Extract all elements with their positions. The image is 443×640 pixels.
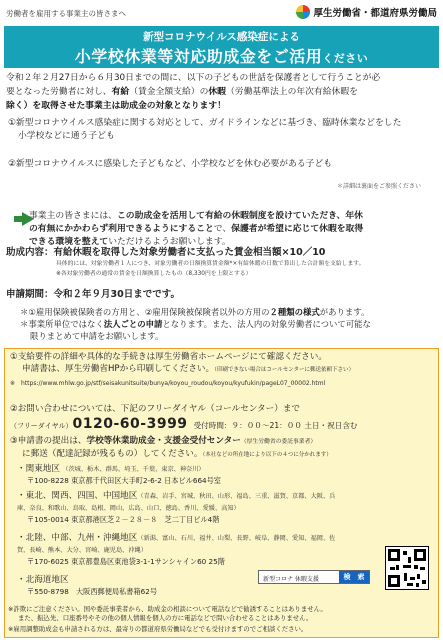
intro-line-1: 令和２年２月27日から６月30日までの間に、以下の子どもの世話を保護者として行うことが必 <box>6 73 381 83</box>
notes-list <box>20 306 438 342</box>
region-name: ・北陸、中部、九州・沖縄地区 <box>17 533 138 543</box>
note-text: があります。 <box>319 307 370 317</box>
period-label: 申請期間： <box>6 289 54 300</box>
item-2-text: ②新型コロナウイルスに感染した子どもなど、小学校などを休む必要がある子ども <box>8 159 333 169</box>
step-3-line-2: に郵送（配達記録が残るもの）してください。 <box>22 449 203 459</box>
title-banner <box>4 26 439 68</box>
region-name: ・関東地区 <box>17 464 60 474</box>
step-3-line-2-note: （本社などの所在地により以下の４つに分かれます） <box>202 452 332 458</box>
info-step-3 <box>10 435 435 461</box>
step-1-line-2: 申請書は、厚生労働省HPから印刷してください。 <box>22 364 215 374</box>
info-step-1 <box>10 351 435 390</box>
banner-title-suffix: ください <box>322 52 369 65</box>
step-3-text: ③申請書の提出は、 <box>10 436 87 446</box>
banner-title-main: 小学校休業等対応助成金をご活用 <box>74 47 323 66</box>
employment-adjustment-note: ※雇用調整助成金も申請される方は、最寄りの都道府県労働局などでも受付けますのでご相談ください。 <box>8 625 308 633</box>
subsidy-sub-1: 具体的には、対象労働者１人につき、対象労働者の日額換算賃金額*×有給休暇の日数で算出した合計額を支給します。 <box>56 261 365 267</box>
region-name: ・東北、関西、四国、中国地区 <box>17 491 138 501</box>
region-address: 〒105-0014 東京都港区芝２－２８－８ 芝二丁目ビル4階 <box>27 515 220 524</box>
reception-hours: 受付時間：９：００～21：００ 土日・祝日含む <box>193 421 358 430</box>
request-bold: できる環境を整えて <box>29 237 109 247</box>
ministry-label: 厚生労働省・都道府県労働局 <box>313 8 437 19</box>
subsidy-label: 助成内容： <box>6 247 54 258</box>
region-kanto <box>17 463 347 486</box>
region-address: 〒550-8798 大阪西郵便局私書箱62号 <box>27 587 158 596</box>
subsidy-text: 有給休暇を取得した対象労働者に支払った賃金相当額×10／10 <box>53 247 326 258</box>
item-1-line-1: ①新型コロナウイルス感染症に関する対応として、ガイドラインなどに基づき、臨時休業などをした <box>8 118 402 128</box>
banner-title <box>4 44 439 67</box>
step-3-center: 学校等休業助成金・支援金受付センター <box>86 436 241 446</box>
region-prefectures: （茨城、栃木、群馬、埼玉、千葉、東京、神奈川） <box>62 466 205 473</box>
step-1-note: （印刷できない場合はコールセンターに郵送依頼下さい） <box>214 367 355 373</box>
search-button[interactable]: 検 索 <box>339 571 369 583</box>
mhlw-url-link[interactable]: ※ https://www.mhlw.go.jp/stf/seisakunitsuite/bunya/koyou_roudou/koyou/kyufukin/pageL07_00002.html <box>10 380 326 387</box>
target-child-item-2 <box>8 158 436 171</box>
page-header <box>0 0 443 26</box>
region-prefectures: （青森、岩手、宮城、秋田、山形、福島、三重、滋賀、京都、大阪、兵庫、奈良、和歌山、鳥取、島根、岡山、広島、山口、徳島、香川、愛媛、高知） <box>17 493 336 512</box>
intro-line-3 <box>6 99 438 113</box>
info-step-2 <box>10 403 435 432</box>
contact-info-box <box>4 348 439 638</box>
intro-paragraph <box>6 71 438 113</box>
region-address: 〒170-6025 東京都豊島区東池袋3-1-1サンシャイン60 25階 <box>27 557 225 566</box>
banner-subtitle: 新型コロナウイルス感染症による <box>143 31 300 43</box>
note-3: 限りまとめて申請をお願いします。 <box>30 331 164 341</box>
note-bold: 法人ごとの申請 <box>103 319 163 329</box>
search-box[interactable] <box>258 570 370 584</box>
request-bold: 保護者が希望に応じて休暇を取得 <box>231 224 364 234</box>
note-2 <box>20 318 438 330</box>
intro-leave: 休暇 <box>208 87 226 97</box>
note-text: ＊①雇用保険被保険者の方用と、②雇用保険被保険者以外の方用の <box>20 307 270 317</box>
request-text-part: いただけるようお願いします。 <box>108 237 231 247</box>
request-bold: この助成金を活用して有給の休暇制度を設けていただき、年休 <box>116 211 363 221</box>
item-1-line-2: 小学校などに通う子ども <box>18 131 115 141</box>
qr-code-icon[interactable] <box>385 546 429 590</box>
region-hokuriku-kyushu <box>17 532 347 567</box>
intro-text: 要となった労働者に対し、 <box>6 87 112 97</box>
request-text-part: 事業主の皆さまには、 <box>29 211 117 221</box>
region-name: ・北海道地区 <box>17 575 69 585</box>
search-query[interactable]: 新型コロナ 休暇支援 <box>263 576 319 583</box>
region-address: 〒100-8228 東京都千代田区大手町2-6-2 日本ビル664号室 <box>27 476 221 485</box>
detail-note: ＊詳細は裏面をご参照ください <box>336 183 421 190</box>
request-bold: の有無にかかわらず利用できるようにすること <box>29 224 214 234</box>
freedial-label: （フリーダイヤル） <box>10 422 73 430</box>
fraud-warning-2: また、振込先、口座番号やその他の個人情報を個人の方に電話などで問い合わせることはありません。 <box>18 614 313 622</box>
intro-text: （賃金全額支給）の <box>129 87 209 97</box>
intro-paid: 有給 <box>111 87 130 97</box>
step-2-text: ②お問い合わせについては、下記のフリーダイヤル（コールセンター）まで <box>10 404 301 414</box>
subsidy-content <box>6 244 438 258</box>
ministry-logo-icon <box>296 5 310 19</box>
region-tohoku-kansai <box>17 490 347 525</box>
target-child-item-1 <box>8 117 436 143</box>
request-text-part: で、 <box>213 224 232 234</box>
application-period <box>6 286 438 300</box>
note-text: となります。また、法人内の対象労働者について可能な <box>162 319 371 329</box>
note-bold: ２種類の様式 <box>269 307 320 317</box>
note-1 <box>20 306 438 318</box>
ministry-name <box>296 5 437 19</box>
region-prefectures: （新潟、富山、石川、福井、山梨、長野、岐阜、静岡、愛知、福岡、佐賀、長崎、熊本、大分、宮崎、鹿児島、沖縄） <box>17 535 336 554</box>
step-3-note: （厚生労働省の委託事業者） <box>240 439 317 445</box>
note-text: ＊事業所単位ではなく <box>20 319 104 329</box>
period-text: 令和２年９月30日までです。 <box>53 289 180 300</box>
phone-number[interactable]: 0120-60-3999 <box>72 416 188 432</box>
audience-label: 労働者を雇用する事業主の皆さまへ <box>6 9 126 18</box>
fraud-warning-1: ※詐欺にご注意ください。国や委託事業者から、助成金の相談について電話などで勧誘することはありません。 <box>8 605 327 613</box>
step-1-line-1: ①支給要件の詳細や具体的な手続きは厚生労働省ホームページにて確認ください。 <box>10 352 327 362</box>
intro-line-2 <box>6 85 438 99</box>
intro-emphasis: 除く）を取得させた事業主は助成金の対象となります！ <box>6 101 226 111</box>
subsidy-sub-2: ※各対象労働者の通常の賃金を日額換算したもの（8,330円を上限とする） <box>56 271 252 277</box>
intro-text: （労働基準法上の年次有給休暇を <box>225 87 358 97</box>
